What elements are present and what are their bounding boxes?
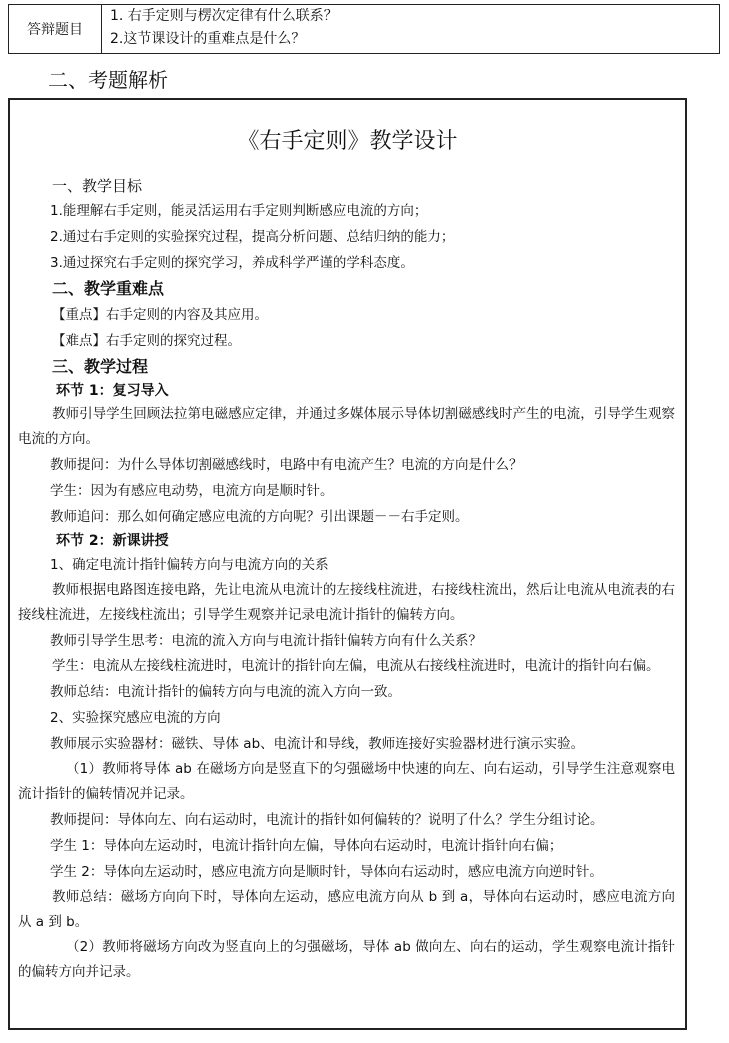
step1-paragraph-1: 教师引导学生回顾法拉第电磁感应定律，并通过多媒体展示导体切割磁感线时产生的电流，引导学生观察电流的方向。 (18, 406, 675, 447)
question-table-label: 答辩题目 (9, 5, 102, 53)
lesson-plan-frame (8, 98, 687, 1030)
section-title-analysis: 二、考题解析 (48, 68, 168, 92)
document-title: 《右手定则》教学设计 (237, 129, 458, 154)
heading-teaching-goals: 一、教学目标 (52, 177, 143, 195)
step2-paragraph-4: 教师总结：电流计指针的偏转方向与电流的流入方向一致。 (50, 684, 401, 700)
step2-paragraph-3: 学生：电流从左接线柱流进时，电流计的指针向左偏，电流从右接线柱流进时，电流计的指针向右偏。 (52, 658, 660, 674)
step2-title: 环节 2：新课讲授 (56, 533, 169, 549)
step1-title: 环节 1：复习导入 (56, 383, 169, 399)
step2-paragraph-2: 教师引导学生思考：电流的流入方向与电流计指针偏转方向有什么关系？ (50, 633, 482, 649)
step2-paragraph-1: 教师根据电路图连接电路，先让电流从电流计的左接线柱流进，右接线柱流出，然后让电流从电流表的右接线柱流进，左接线柱流出；引导学生观察并记录电流计指针的偏转方向。 (18, 582, 675, 623)
question-item-2: 2.这节课设计的重难点是什么？ (110, 31, 306, 47)
heading-teaching-process: 三、教学过程 (52, 357, 149, 376)
question-table (8, 4, 720, 54)
goal-item-2: 2.通过右手定则的实验探究过程，提高分析问题、总结归纳的能力； (50, 229, 455, 245)
step1-paragraph-4: 教师追问：那么如何确定感应电流的方向呢？引出课题－－右手定则。 (50, 509, 469, 525)
step2-paragraph-9: 学生 2：导体向左运动时，感应电流方向是顺时针，导体向右运动时，感应电流方向逆时针。 (50, 864, 603, 880)
lesson-plan-content (18, 174, 675, 985)
step2-paragraph-10: 教师总结：磁场方向向下时，导体向左运动，感应电流方向从 b 到 a，导体向右运动时，感应电流方向从 a 到 b。 (18, 889, 675, 930)
step2-subheading-1: 1、确定电流计指针偏转方向与电流方向的关系 (50, 557, 329, 573)
step2-paragraph-11: （2）教师将磁场方向改为竖直向上的匀强磁场，导体 ab 做向左、向右的运动，学生观察电流计指针的偏转方向并记录。 (18, 939, 675, 980)
step1-paragraph-2: 教师提问：为什么导体切割磁感线时，电路中有电流产生？电流的方向是什么？ (50, 457, 523, 473)
step2-paragraph-7: 教师提问：导体向左、向右运动时，电流计的指针如何偏转的？说明了什么？学生分组讨论。 (50, 812, 604, 828)
step1-paragraph-3: 学生：因为有感应电动势，电流方向是顺时针。 (50, 483, 334, 499)
heading-key-difficult: 二、教学重难点 (52, 279, 165, 298)
question-list (102, 5, 719, 53)
difficult-point: 【难点】右手定则的探究过程。 (52, 333, 241, 349)
goal-item-3: 3.通过探究右手定则的探究学习，养成科学严谨的学科态度。 (50, 255, 414, 271)
step2-paragraph-8: 学生 1：导体向左运动时，电流计指针向左偏，导体向右运动时，电流计指针向右偏； (50, 838, 563, 854)
question-item-1: 1. 右手定则与楞次定律有什么联系？ (110, 8, 338, 24)
key-point: 【重点】右手定则的内容及其应用。 (52, 307, 268, 323)
step2-paragraph-5: 教师展示实验器材：磁铁、导体 ab、电流计和导线，教师连接好实验器材进行演示实验。 (50, 736, 585, 752)
step2-paragraph-6: （1）教师将导体 ab 在磁场方向是竖直下的匀强磁场中快速的向左、向右运动，引导学生注意观察电流计指针的偏转情况并记录。 (18, 761, 675, 802)
goal-item-1: 1.能理解右手定则，能灵活运用右手定则判断感应电流的方向； (50, 203, 428, 219)
step2-subheading-2: 2、实验探究感应电流的方向 (50, 710, 221, 726)
